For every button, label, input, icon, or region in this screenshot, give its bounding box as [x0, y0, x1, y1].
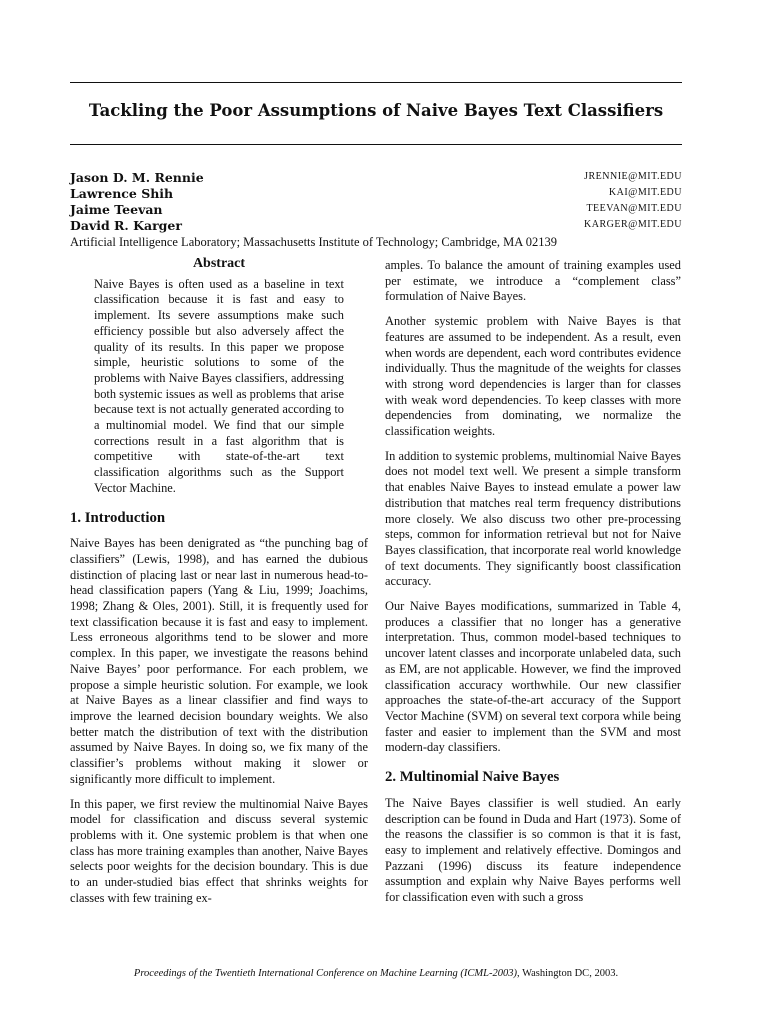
- author-name: Jason D. M. Rennie: [70, 170, 204, 185]
- affiliation: Artificial Intelligence Laboratory; Massachusetts Institute of Technology; Cambridge, MA 02139: [70, 235, 557, 249]
- section-heading-introduction: 1. Introduction: [70, 509, 166, 526]
- intro-paragraph-2: In this paper, we first review the multinomial Naive Bayes model for classification and discuss several systemic problems with it. One systemic problem is that when one class has more training examples than another, Naive Bayes selects poor weights for the decision boundary. This is due to an under-studied bias effect that shrinks weights for classes with few training ex-: [70, 796, 368, 905]
- left-column: [70, 256, 368, 915]
- author-email: KAI@MIT.EDU: [608, 187, 682, 198]
- top-rule: [70, 82, 682, 83]
- intro-paragraph-3: Another systemic problem with Naive Bayes is that features are assumed to be independent. As a result, even when words are dependent, each word contributes evidence individually. Thus the magnitude of the weights for classes with strong word dependencies is larger than for classes with weak word dependencies. To keep classes with more dependencies from dominating, we normalize the classification weights.: [385, 314, 681, 439]
- author-row: [70, 170, 682, 186]
- author-row: [70, 218, 682, 234]
- author-email: KARGER@MIT.EDU: [584, 219, 682, 230]
- author-email: TEEVAN@MIT.EDU: [586, 203, 682, 214]
- abstract-text: Naive Bayes is often used as a baseline in text classification because it is fast and easy to implement. Its severe assumptions make such efficiency possible but also adversely affect the quality of its results. In this paper we propose simple, heuristic solutions to some of the problems with Naive Bayes classifiers, addressing both systemic issues as well as problems that arise because text is not actually generated according to a multinomial model. We find that our simple corrections result in a fast algorithm that is competitive with state-of-the-art text classification algorithms such as the Support Vector Machine.: [94, 276, 344, 495]
- footer: [70, 968, 682, 979]
- footer-proceedings: Proceedings of the Twentieth International Conference on Machine Learning (ICML-2003): [133, 968, 518, 979]
- paper-title: Tackling the Poor Assumptions of Naive Bayes Text Classifiers: [88, 101, 664, 120]
- right-column: [385, 258, 681, 915]
- author-name: Jaime Teevan: [70, 202, 163, 217]
- section-heading-multinomial-naive-bayes: 2. Multinomial Naive Bayes: [385, 769, 560, 786]
- intro-paragraph-1: Naive Bayes has been denigrated as “the punching bag of classifiers” (Lewis, 1998), and has earned the dubious distinction of placing last or near last in numerous head-to-head classification papers (Yang & Liu, 1999; Joachims, 1998; Zhang & Oles, 2001). Still, it is frequently used for text classification because it is fast and easy to implement. Less erroneous algorithms tend to be slower and more complex. In this paper, we investigate the reasons behind Naive Bayes’ poor performance. For each problem, we propose a simple heuristic solution. For example, we look at Naive Bayes as a linear classifier and find ways to improve the learned decision boundary weights. We also better match the distribution of text with the distribution assumed by Naive Bayes. In doing so, we fix many of the classifier’s problems without making it slower or significantly more difficult to implement.: [70, 536, 368, 786]
- intro-paragraph-4: In addition to systemic problems, multinomial Naive Bayes does not model text well. We present a simple transform that enables Naive Bayes to instead emulate a power law distribution that matches real term frequency distributions more closely. We also discuss two other pre-processing steps, common for information retrieval but not for Naive Bayes classification, that incorporate real world knowledge of text documents. They significantly boost classification accuracy.: [385, 448, 681, 589]
- intro-paragraph-2-continued: amples. To balance the amount of training examples used per estimate, we introduce a “complement class” formulation of Naive Bayes.: [385, 258, 681, 304]
- author-row: [70, 186, 682, 202]
- abstract-heading: Abstract: [192, 256, 246, 271]
- author-name: Lawrence Shih: [70, 186, 174, 201]
- author-email: JRENNIE@MIT.EDU: [584, 171, 682, 182]
- author-row: [70, 202, 682, 218]
- intro-paragraph-5: Our Naive Bayes modifications, summarized in Table 4, produces a classifier that no longer has a generative interpretation. Thus, common model-based techniques to uncover latent classes and incorporate unlabeled data, such as EM, are not applicable. However, we find the improved classification accuracy worthwhile. Our new classifier approaches the state-of-the-art accuracy of the Support Vector Machine (SVM) on several text corpora while being faster and easier to implement than the SVM and most modern-day classifiers.: [385, 599, 681, 755]
- footer-location: , Washington DC, 2003.: [517, 968, 619, 979]
- author-name: David R. Karger: [70, 218, 182, 233]
- bottom-rule: [70, 144, 682, 145]
- section2-paragraph-1: The Naive Bayes classifier is well studied. An early description can be found in Duda and Hart (1973). Some of the reasons the classifier is so common is that it is fast, easy to implement and relatively effective. Domingos and Pazzani (1996) discuss its feature independence assumption and explain why Naive Bayes performs well for classification even with such a gross: [385, 795, 681, 905]
